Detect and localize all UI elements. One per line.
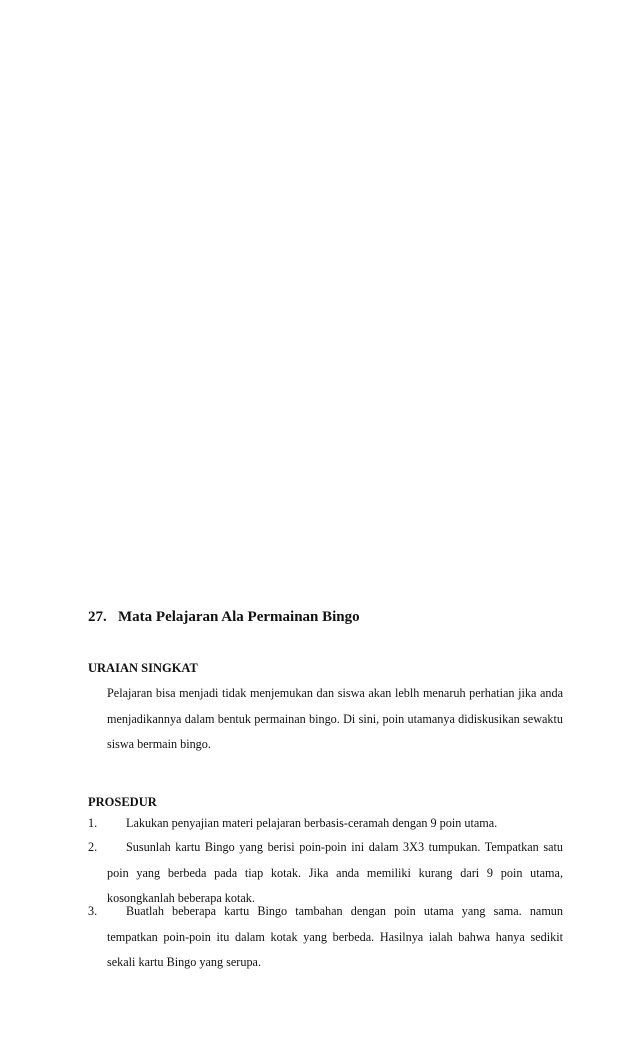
procedure-item-1	[88, 811, 563, 837]
summary-heading: URAIAN SINGKAT	[88, 661, 198, 675]
procedure-item-text: Lakukan penyajian materi pelajaran berbasis-ceramah dengan 9 poin utama.	[126, 816, 498, 830]
procedure-item-text: Buatlah beberapa kartu Bingo tambahan dengan poin utama yang sama. namun tempatkan poin-poin itu dalam kotak yang berbeda. Hasilnya ialah bahwa hanya sedikit sekali kartu Bingo yang serupa.	[107, 904, 563, 969]
section-title	[88, 607, 568, 627]
procedure-item-text: Susunlah kartu Bingo yang berisi poin-poin ini dalam 3X3 tumpukan. Tempatkan satu poin yang berbeda pada tiap kotak. Jika anda memiliki kurang dari 9 poin utama, kosongkanlah beberapa kotak.	[107, 840, 563, 905]
summary-paragraph: Pelajaran bisa menjadi tidak menjemukan dan siswa akan leblh menaruh perhatian jika anda menjadikannya dalam bentuk permainan bingo. Di sini, poin utamanya didiskusikan sewaktu siswa bermain bingo.	[107, 686, 563, 751]
procedure-heading: PROSEDUR	[88, 795, 157, 809]
procedure-item-number: 1.	[88, 816, 98, 830]
procedure-item-number: 3.	[88, 904, 98, 918]
section-number: 27.	[88, 609, 107, 625]
procedure-item-number: 2.	[88, 840, 98, 854]
procedure-item-3	[88, 899, 563, 976]
section-title-text: Mata Pelajaran Ala Permainan Bingo	[118, 609, 360, 625]
